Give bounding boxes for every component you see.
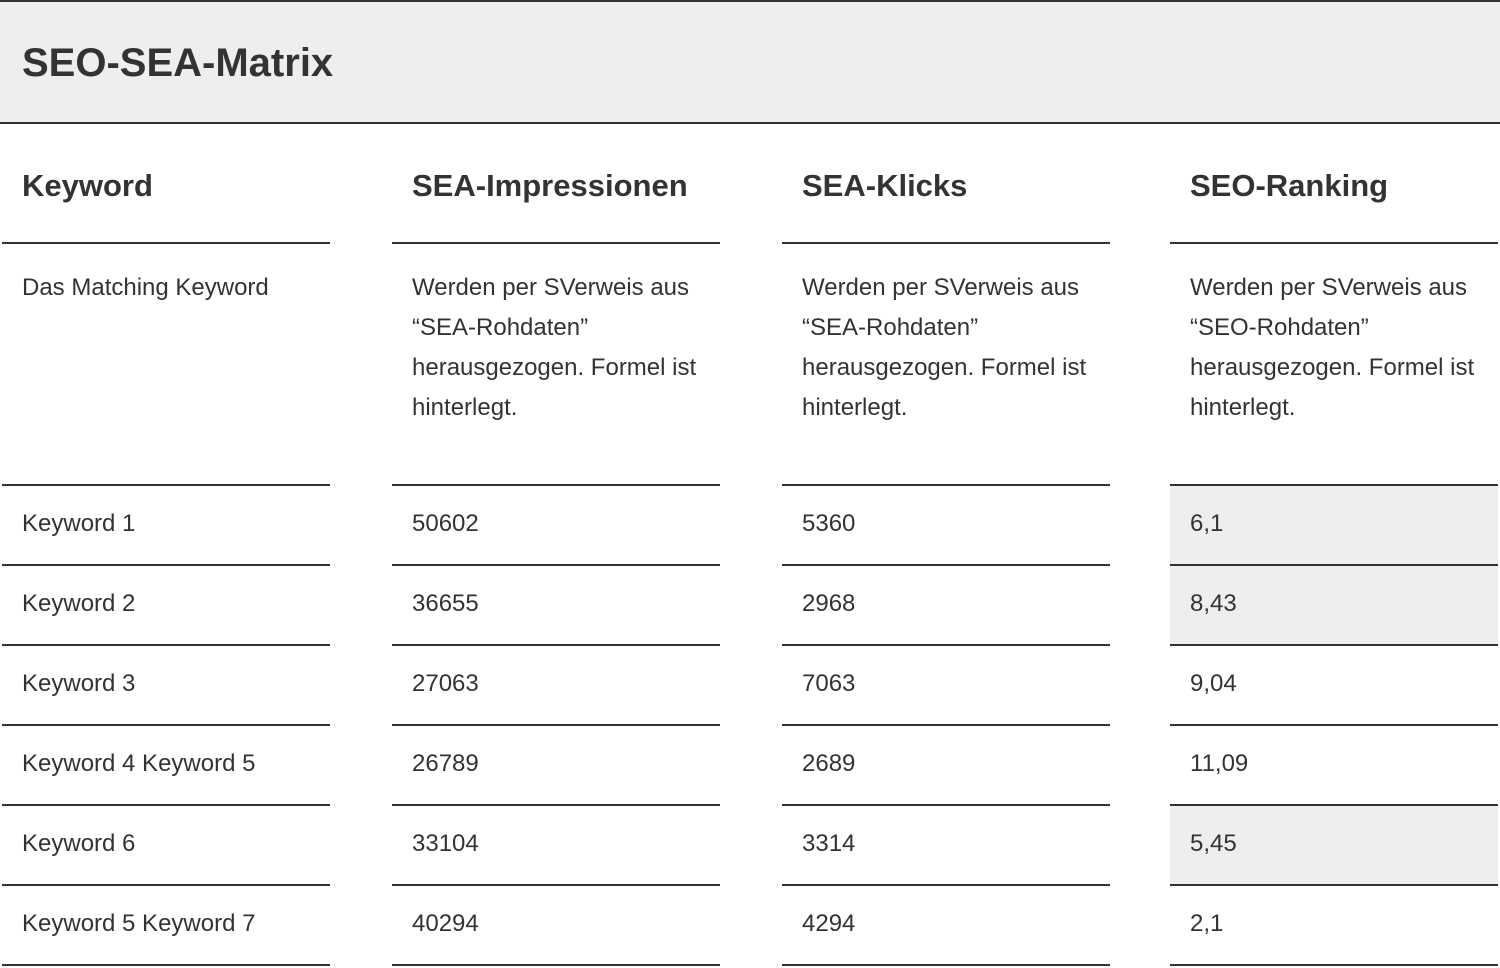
table-cell (782, 566, 1110, 646)
column-sea-klicks (782, 124, 1110, 966)
table-cell (392, 566, 720, 646)
table-cell-text: 11,09 (1190, 750, 1249, 777)
table-cell-text: Keyword 6 (22, 830, 136, 857)
table-cell (782, 486, 1110, 566)
table-cell (2, 886, 330, 966)
column-description-cell (392, 244, 720, 486)
column-header-sea-impressionen: SEA-Impressionen (412, 168, 688, 203)
table-cell (782, 806, 1110, 886)
column-header-sea-klicks: SEA-Klicks (802, 168, 968, 203)
table-cell-text: 5360 (802, 510, 856, 537)
table-cell-highlighted (1170, 806, 1498, 886)
table-cell-text: 7063 (802, 670, 856, 697)
table-cell (782, 886, 1110, 966)
table-cell-text: 27063 (412, 670, 479, 697)
column-keyword (2, 124, 330, 966)
table-cell-text: Keyword 3 (22, 670, 136, 697)
table-cell (2, 806, 330, 886)
table-cell-text: 33104 (412, 830, 479, 857)
table-cell-text: Keyword 5 Keyword 7 (22, 910, 256, 937)
table-cell (392, 646, 720, 726)
table-cell (1170, 726, 1498, 806)
table-title-bar (0, 0, 1500, 124)
table-cell (2, 566, 330, 646)
table-cell-text: 9,04 (1190, 670, 1237, 697)
table-cell (1170, 646, 1498, 726)
table-cell (392, 806, 720, 886)
column-description-seo-ranking: Werden per SVerweis aus “SEO-Rohdaten” herausgezogen. Formel ist hinterlegt. (1190, 274, 1475, 421)
column-description-cell (782, 244, 1110, 486)
table-cell-highlighted (1170, 486, 1498, 566)
table-cell (392, 726, 720, 806)
column-description-sea-klicks: Werden per SVerweis aus “SEA-Rohdaten” herausgezogen. Formel ist hinterlegt. (802, 274, 1087, 421)
column-header-cell (392, 124, 720, 244)
table-cell-text: 40294 (412, 910, 479, 937)
table-cell (392, 886, 720, 966)
table-cell-text: Keyword 4 Keyword 5 (22, 750, 256, 777)
table-cell-text: 26789 (412, 750, 479, 777)
table-cell-text: 4294 (802, 910, 856, 937)
table-cell (782, 646, 1110, 726)
table-cell-text: 3314 (802, 830, 856, 857)
column-description-keyword: Das Matching Keyword (22, 274, 269, 301)
column-description-sea-impressionen: Werden per SVerweis aus “SEA-Rohdaten” herausgezogen. Formel ist hinterlegt. (412, 274, 697, 421)
table-cell-text: 50602 (412, 510, 479, 537)
table-title: SEO-SEA-Matrix (22, 41, 334, 85)
table-cell-text: 6,1 (1190, 510, 1224, 537)
table-cell (782, 726, 1110, 806)
table-cell (2, 486, 330, 566)
table-cell (2, 646, 330, 726)
table-cell-text: Keyword 1 (22, 510, 136, 537)
column-header-cell (1170, 124, 1498, 244)
table-cell-text: 2689 (802, 750, 856, 777)
table-cell-text: 2,1 (1190, 910, 1224, 937)
table-cell-text: 8,43 (1190, 590, 1237, 617)
column-header-keyword: Keyword (22, 168, 153, 203)
table-cell-text: 2968 (802, 590, 856, 617)
column-header-cell (2, 124, 330, 244)
table-cell-text: 36655 (412, 590, 479, 617)
table-cell-text: Keyword 2 (22, 590, 136, 617)
column-seo-ranking (1170, 124, 1498, 966)
column-description-cell (1170, 244, 1498, 486)
table-cell-highlighted (1170, 566, 1498, 646)
column-description-cell (2, 244, 330, 486)
table-cell-text: 5,45 (1190, 830, 1237, 857)
column-sea-impressionen (392, 124, 720, 966)
table-cell (2, 726, 330, 806)
table-cell (392, 486, 720, 566)
table-cell (1170, 886, 1498, 966)
column-header-cell (782, 124, 1110, 244)
column-header-seo-ranking: SEO-Ranking (1190, 168, 1389, 203)
